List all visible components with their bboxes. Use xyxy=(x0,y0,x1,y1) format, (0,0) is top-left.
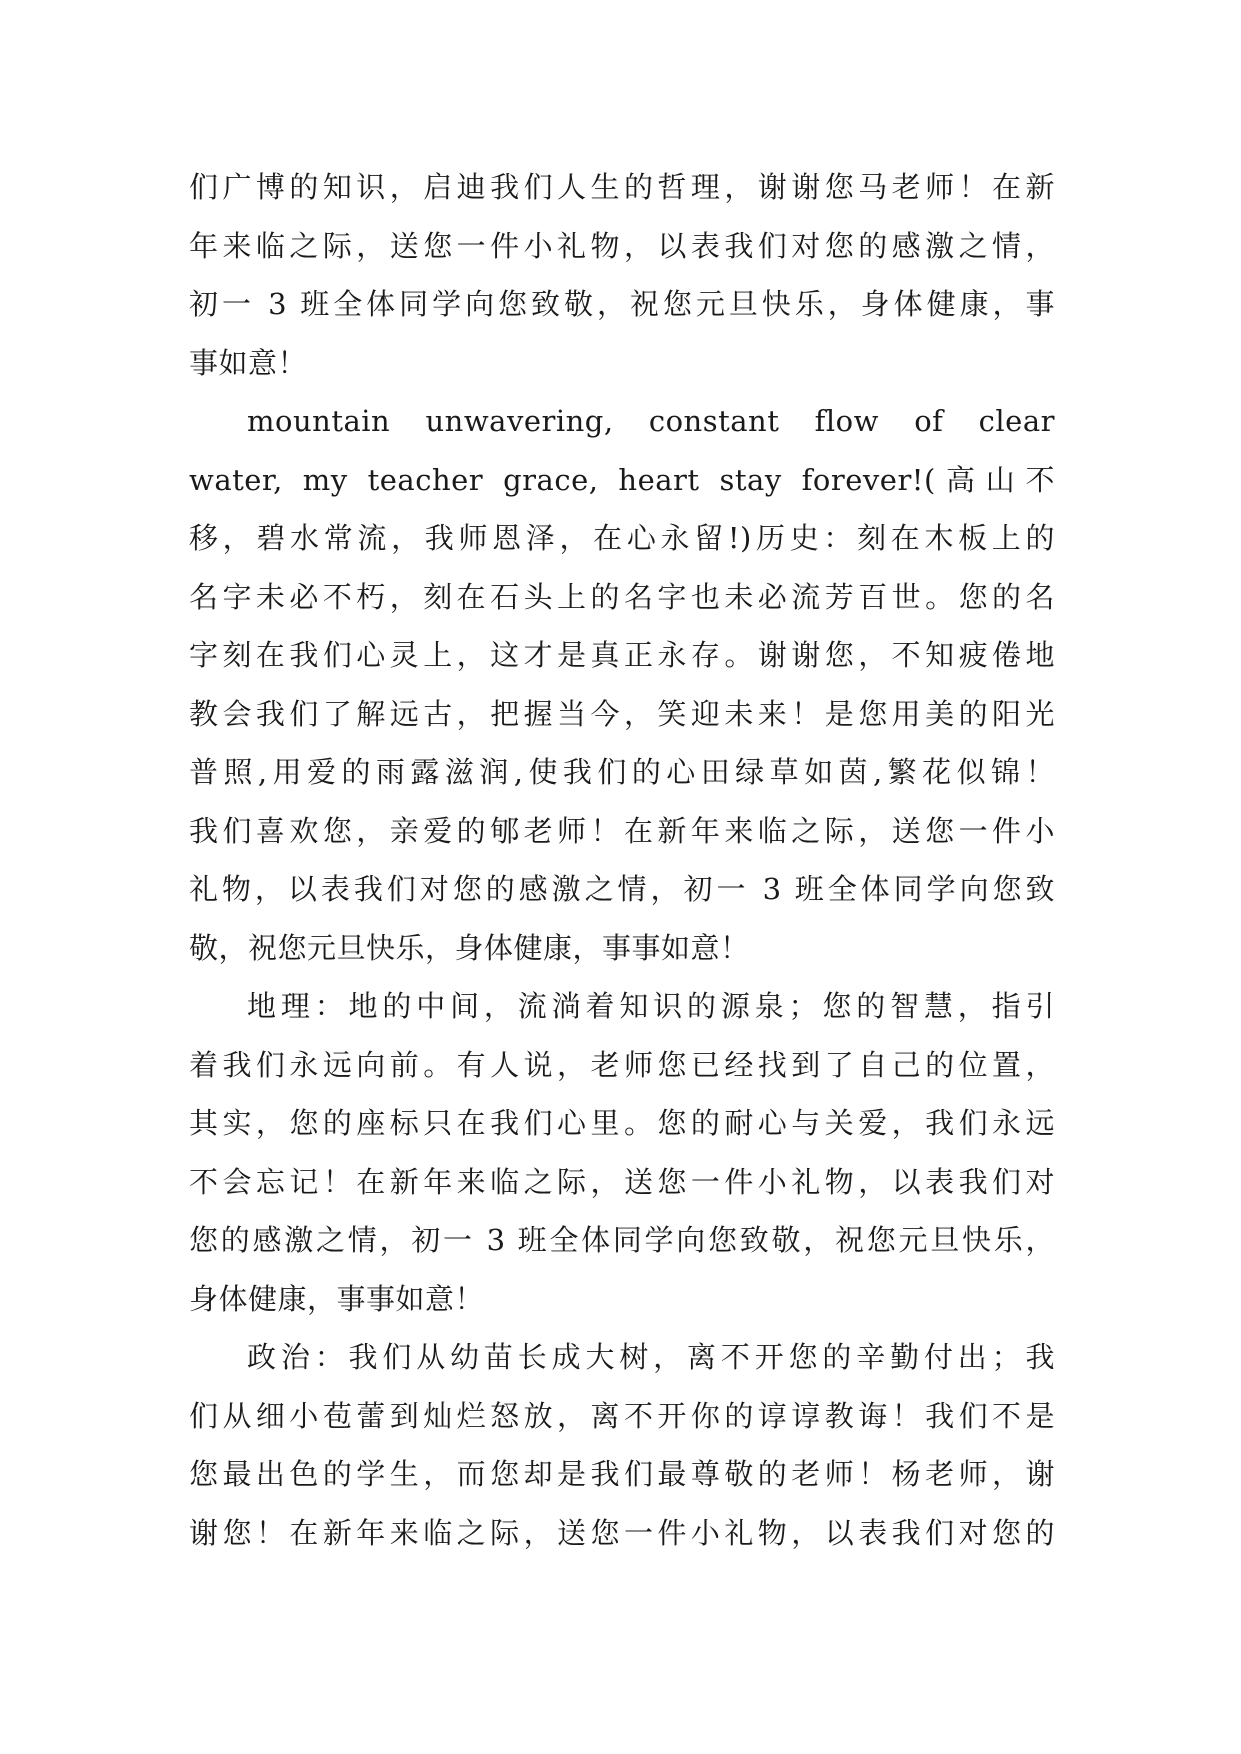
text-line: 们从细小苞蕾到灿烂怒放，离不开你的谆谆教诲！我们不是 xyxy=(189,1398,1055,1433)
text-line: mountain unwavering, constant flow of clear xyxy=(247,404,1055,438)
text-line: 政治：我们从幼苗长成大树，离不开您的辛勤付出；我 xyxy=(247,1340,1055,1374)
text-line: 着我们永远向前。有人说，老师您已经找到了自己的位置， xyxy=(189,1047,1055,1082)
text-line: 您的感激之情，初一 3 班全体同学向您致敬，祝您元旦快乐， xyxy=(189,1223,1055,1257)
text-line: 敬，祝您元旦快乐，身体健康，事事如意！ xyxy=(189,930,750,965)
text-line: 谢您！在新年来临之际，送您一件小礼物，以表我们对您的 xyxy=(189,1515,1055,1550)
text-line: water, my teacher grace, heart stay forever!(高山不 xyxy=(189,462,1055,497)
text-line: 教会我们了解远古，把握当今，笑迎未来！是您用美的阳光 xyxy=(189,696,1055,731)
text-line: 地理：地的中间，流淌着知识的源泉；您的智慧，指引 xyxy=(247,989,1055,1023)
text-line: 们广博的知识，启迪我们人生的哲理，谢谢您马老师！在新 xyxy=(189,170,1055,204)
text-line: 不会忘记！在新年来临之际，送您一件小礼物，以表我们对 xyxy=(189,1164,1055,1199)
text-line: 身体健康，事事如意！ xyxy=(189,1281,485,1316)
text-line: 其实，您的座标只在我们心里。您的耐心与关爱，我们永远 xyxy=(189,1106,1055,1140)
document-body xyxy=(189,158,1055,1562)
text-line: 礼物，以表我们对您的感激之情，初一 3 班全体同学向您致 xyxy=(189,872,1055,906)
text-line: 名字未必不朽，刻在石头上的名字也未必流芳百世。您的名 xyxy=(189,579,1055,614)
text-line: 您最出色的学生，而您却是我们最尊敬的老师！杨老师，谢 xyxy=(189,1457,1055,1491)
text-line: 普照,用爱的雨露滋润,使我们的心田绿草如茵,繁花似锦！ xyxy=(189,755,1055,789)
text-line: 事如意！ xyxy=(189,345,308,380)
text-line: 年来临之际，送您一件小礼物，以表我们对您的感激之情， xyxy=(189,228,1055,263)
text-line: 我们喜欢您，亲爱的郇老师！在新年来临之际，送您一件小 xyxy=(189,813,1055,848)
text-line: 移，碧水常流，我师恩泽，在心永留!)历史：刻在木板上的 xyxy=(189,521,1055,555)
text-line: 字刻在我们心灵上，这才是真正永存。谢谢您，不知疲倦地 xyxy=(189,638,1055,672)
text-line: 初一 3 班全体同学向您致敬，祝您元旦快乐，身体健康，事 xyxy=(189,287,1055,321)
